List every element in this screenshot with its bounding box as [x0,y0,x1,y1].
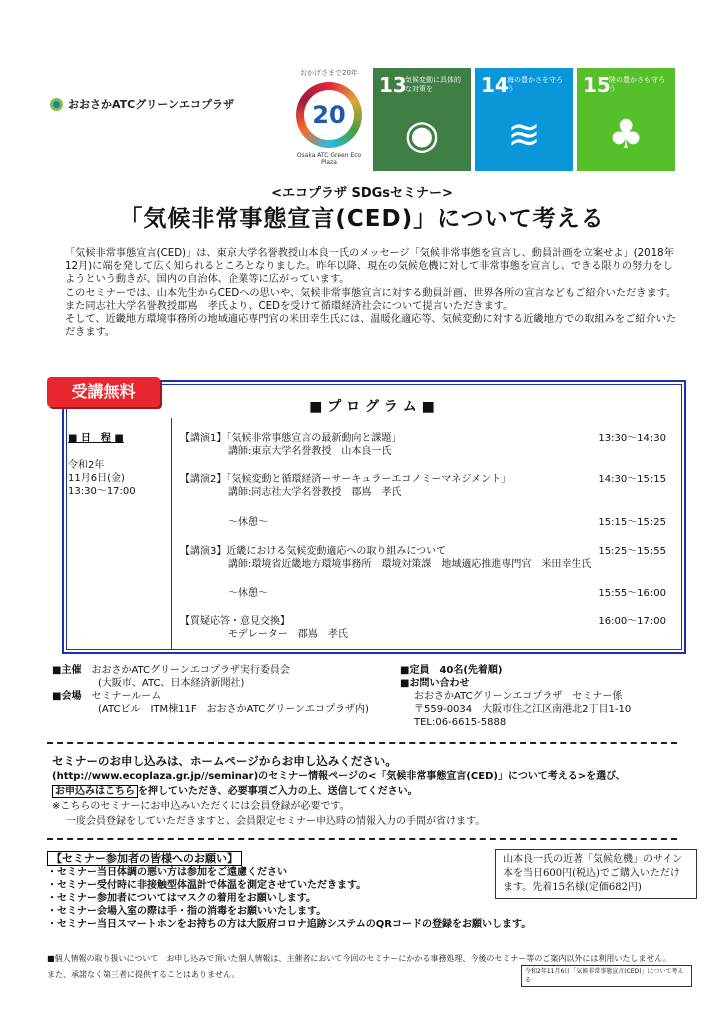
program-speaker: 講師:同志社大学名誉教授 郡嶌 孝氏 [228,487,402,499]
notice-item: ・セミナー受付時に非接触型体温計で体温を測定させていただきます。 [47,880,367,891]
sdg-text: 海の豊かさを守ろう [507,76,563,93]
venue-detail: (ATCビル ITM棟11F おおさかATCグリーンエコプラザ内) [98,704,369,715]
sdg-13-tile [373,68,471,171]
program-time: 15:25～15:55 [598,546,666,557]
program-speaker: 講師:東京大学名誉教授 山本良一氏 [228,446,392,458]
program-title: 【質疑応答・意見交換】 [180,616,290,627]
contact-name: おおさかATCグリーンエコプラザ セミナー係 [414,691,623,702]
contact-label: ■お問い合わせ [400,678,470,689]
intro-paragraph: このセミナーでは、山本先生からCEDへの思いや、気候非常事態宣言に対する動員計画、世界各所の宣言などもご紹介いただきます。 [65,287,677,299]
apply-link-button[interactable]: お申込みはこちら [52,785,138,798]
anniversary-ring [296,82,362,148]
book-sale-box: 山本良一氏の近著「気候危機」のサイン本を当日600円(税込)でご購入いただけます。先着15名様(定価682円) [495,849,697,899]
anniversary-caption: おかげさまで20年 [300,69,358,77]
anniversary-brand: Osaka ATC Green Eco Plaza [296,152,362,166]
program-time: 15:15～15:25 [598,517,666,528]
seminar-subtitle: <エコプラザ SDGsセミナー> [271,186,453,201]
program-time: 13:30～14:30 [598,433,666,444]
sdg-text: 気候変動に具体的な対策を [405,76,461,93]
apply-instruction: を押していただき、必要事項ご入力の上、送信してください。 [138,786,418,797]
notice-item: ・セミナー会場入室の際は手・指の消毒をお願いいたします。 [47,906,327,917]
program-time: 14:30～15:15 [598,474,666,485]
intro-text [65,247,680,339]
sdg-15-tile [577,68,675,171]
program-time: 16:00～17:00 [598,616,666,627]
membership-note-detail: 一度会員登録をしていただきますと、会員限定セミナー申込時の情報入力の手間が省けます。 [66,816,486,827]
program-break: ～休憩～ [228,588,268,599]
notice-item: ・セミナー当日スマートホンをお持ちの方は大阪府コロナ追跡システムのQRコードの登録をお願いします。 [47,919,532,930]
apply-heading: セミナーのお申し込みは、ホームページからお申し込みください。 [52,754,397,768]
event-info-right [400,664,685,729]
program-time: 15:55～16:00 [598,588,666,599]
notice-item: ・セミナー参加者についてはマスクの着用をお願いします。 [47,893,316,904]
program-title: 【講演1】「気候非常事態宣言の最新動向と課題」 [180,433,402,444]
eye-globe-icon: ◉ [404,112,440,158]
program-row [180,432,666,458]
host-label: ■主催 [52,665,82,676]
program-title: 【講演2】「気候変動と循環経済ーサーキュラーエコノミーマネジメント」 [180,474,512,485]
venue-name: セミナールーム [91,691,162,702]
schedule-date: 11月6日(金) [68,473,125,484]
program-row [180,516,666,529]
anniversary-number: 20 [304,90,354,140]
privacy-line: また、承諾なく第三者に提供することはありません。 [47,970,240,979]
host-name: おおさかATCグリーンエコプラザ実行委員会 [91,665,290,676]
apply-url-line[interactable]: (http://www.ecoplaza.gr.jp//seminar)のセミナー情報ページの<「気候非常事態宣言(CED)」について考える>を選び、 [52,771,626,782]
leaf-logo-icon [50,98,63,111]
program-speaker: 講師:環境省近畿地方環境事務所 環境対策課 地域適応推進専門官 米田幸生氏 [228,559,592,571]
venue-label: ■会場 [52,691,82,702]
program-heading: ■ プ ロ グ ラ ム ■ [309,399,435,415]
schedule-label: ■ 日 程 ■ [68,433,124,444]
intro-paragraph: そして、近畿地方環境事務所の地域適応専門官の米田幸生氏には、温暖化適応等、気候変動に対する近畿地方での取組みをご紹介いただきます。 [65,314,677,339]
tree-icon: ♣ [608,112,644,158]
program-break: ～休憩～ [228,517,268,528]
membership-note: ※こちらのセミナーにお申込みいただくには会員登録が必要です。 [52,801,350,812]
intro-paragraph: また同志社大学名誉教授郡嶌 孝氏より、CEDを受けて循環経済社会について提言いただきます。 [65,300,514,312]
page-title: 「気候非常事態宣言(CED)」について考える [119,206,605,232]
event-info-left [52,664,392,716]
fish-icon: ≋ [507,112,541,158]
schedule-year: 令和2年 [68,460,105,471]
free-badge: 受講無料 [47,377,160,407]
notice-heading: 【セミナー参加者の皆様へのお願い】 [47,851,242,866]
intro-paragraph: 「気候非常事態宣言(CED)」は、東京大学名誉教授山本良一氏のメッセージ「気候非常事態を宣言し、動員計画を立案せよ」(2018年12月)に端を発して広く知られるところとなりました。昨年以降、現在の気候危機に対して非常事態を宣言し、できる限りの努力をしようという動きが、国内の自治体、企業等に広がっています。 [65,248,674,286]
notice-item: ・セミナー当日体調の悪い方は参加をご遠慮ください [47,867,287,878]
schedule-block [68,432,166,498]
program-row [180,473,666,499]
program-row [180,545,666,571]
program-speaker: モデレーター 郡嶌 孝氏 [228,629,348,641]
sdg-number: 13 [379,73,407,97]
sdg-number: 14 [481,73,509,97]
anniversary-emblem [288,68,370,172]
host-members: (大阪市、ATC、日本経済新聞社) [98,678,245,689]
participant-notice [47,851,532,931]
program-title: 【講演3】近畿における気候変動適応への取り組みについて [180,546,447,557]
privacy-line: ■個人情報の取り扱いについて お申し込みで頂いた個人情報は、主催者において今回のセミナーにかかる事務処理、今後のセミナー等のご案内以外には利用いたしません。 [47,954,671,963]
contact-phone: TEL:06-6615-5888 [414,717,507,728]
organizer-logo [50,96,234,112]
sdg-14-tile [475,68,573,171]
dashed-divider [47,838,677,840]
program-divider [171,418,172,650]
footer-tag: 令和2年11月6日「気候非常事態宣言(CED)」について考える [521,965,692,987]
contact-address: 〒559-0034 大阪市住之江区南港北2丁目1-10 [414,704,632,715]
dashed-divider [47,742,677,744]
program-row [180,615,666,641]
sdg-number: 15 [583,73,611,97]
application-block [52,754,682,829]
capacity: ■定員 40名(先着順) [400,665,503,676]
program-row [180,587,666,600]
sdg-text: 陸の豊かさも守ろう [609,76,665,93]
schedule-time: 13:30～17:00 [68,486,136,497]
logo-text: おおさかATCグリーンエコプラザ [68,98,235,111]
